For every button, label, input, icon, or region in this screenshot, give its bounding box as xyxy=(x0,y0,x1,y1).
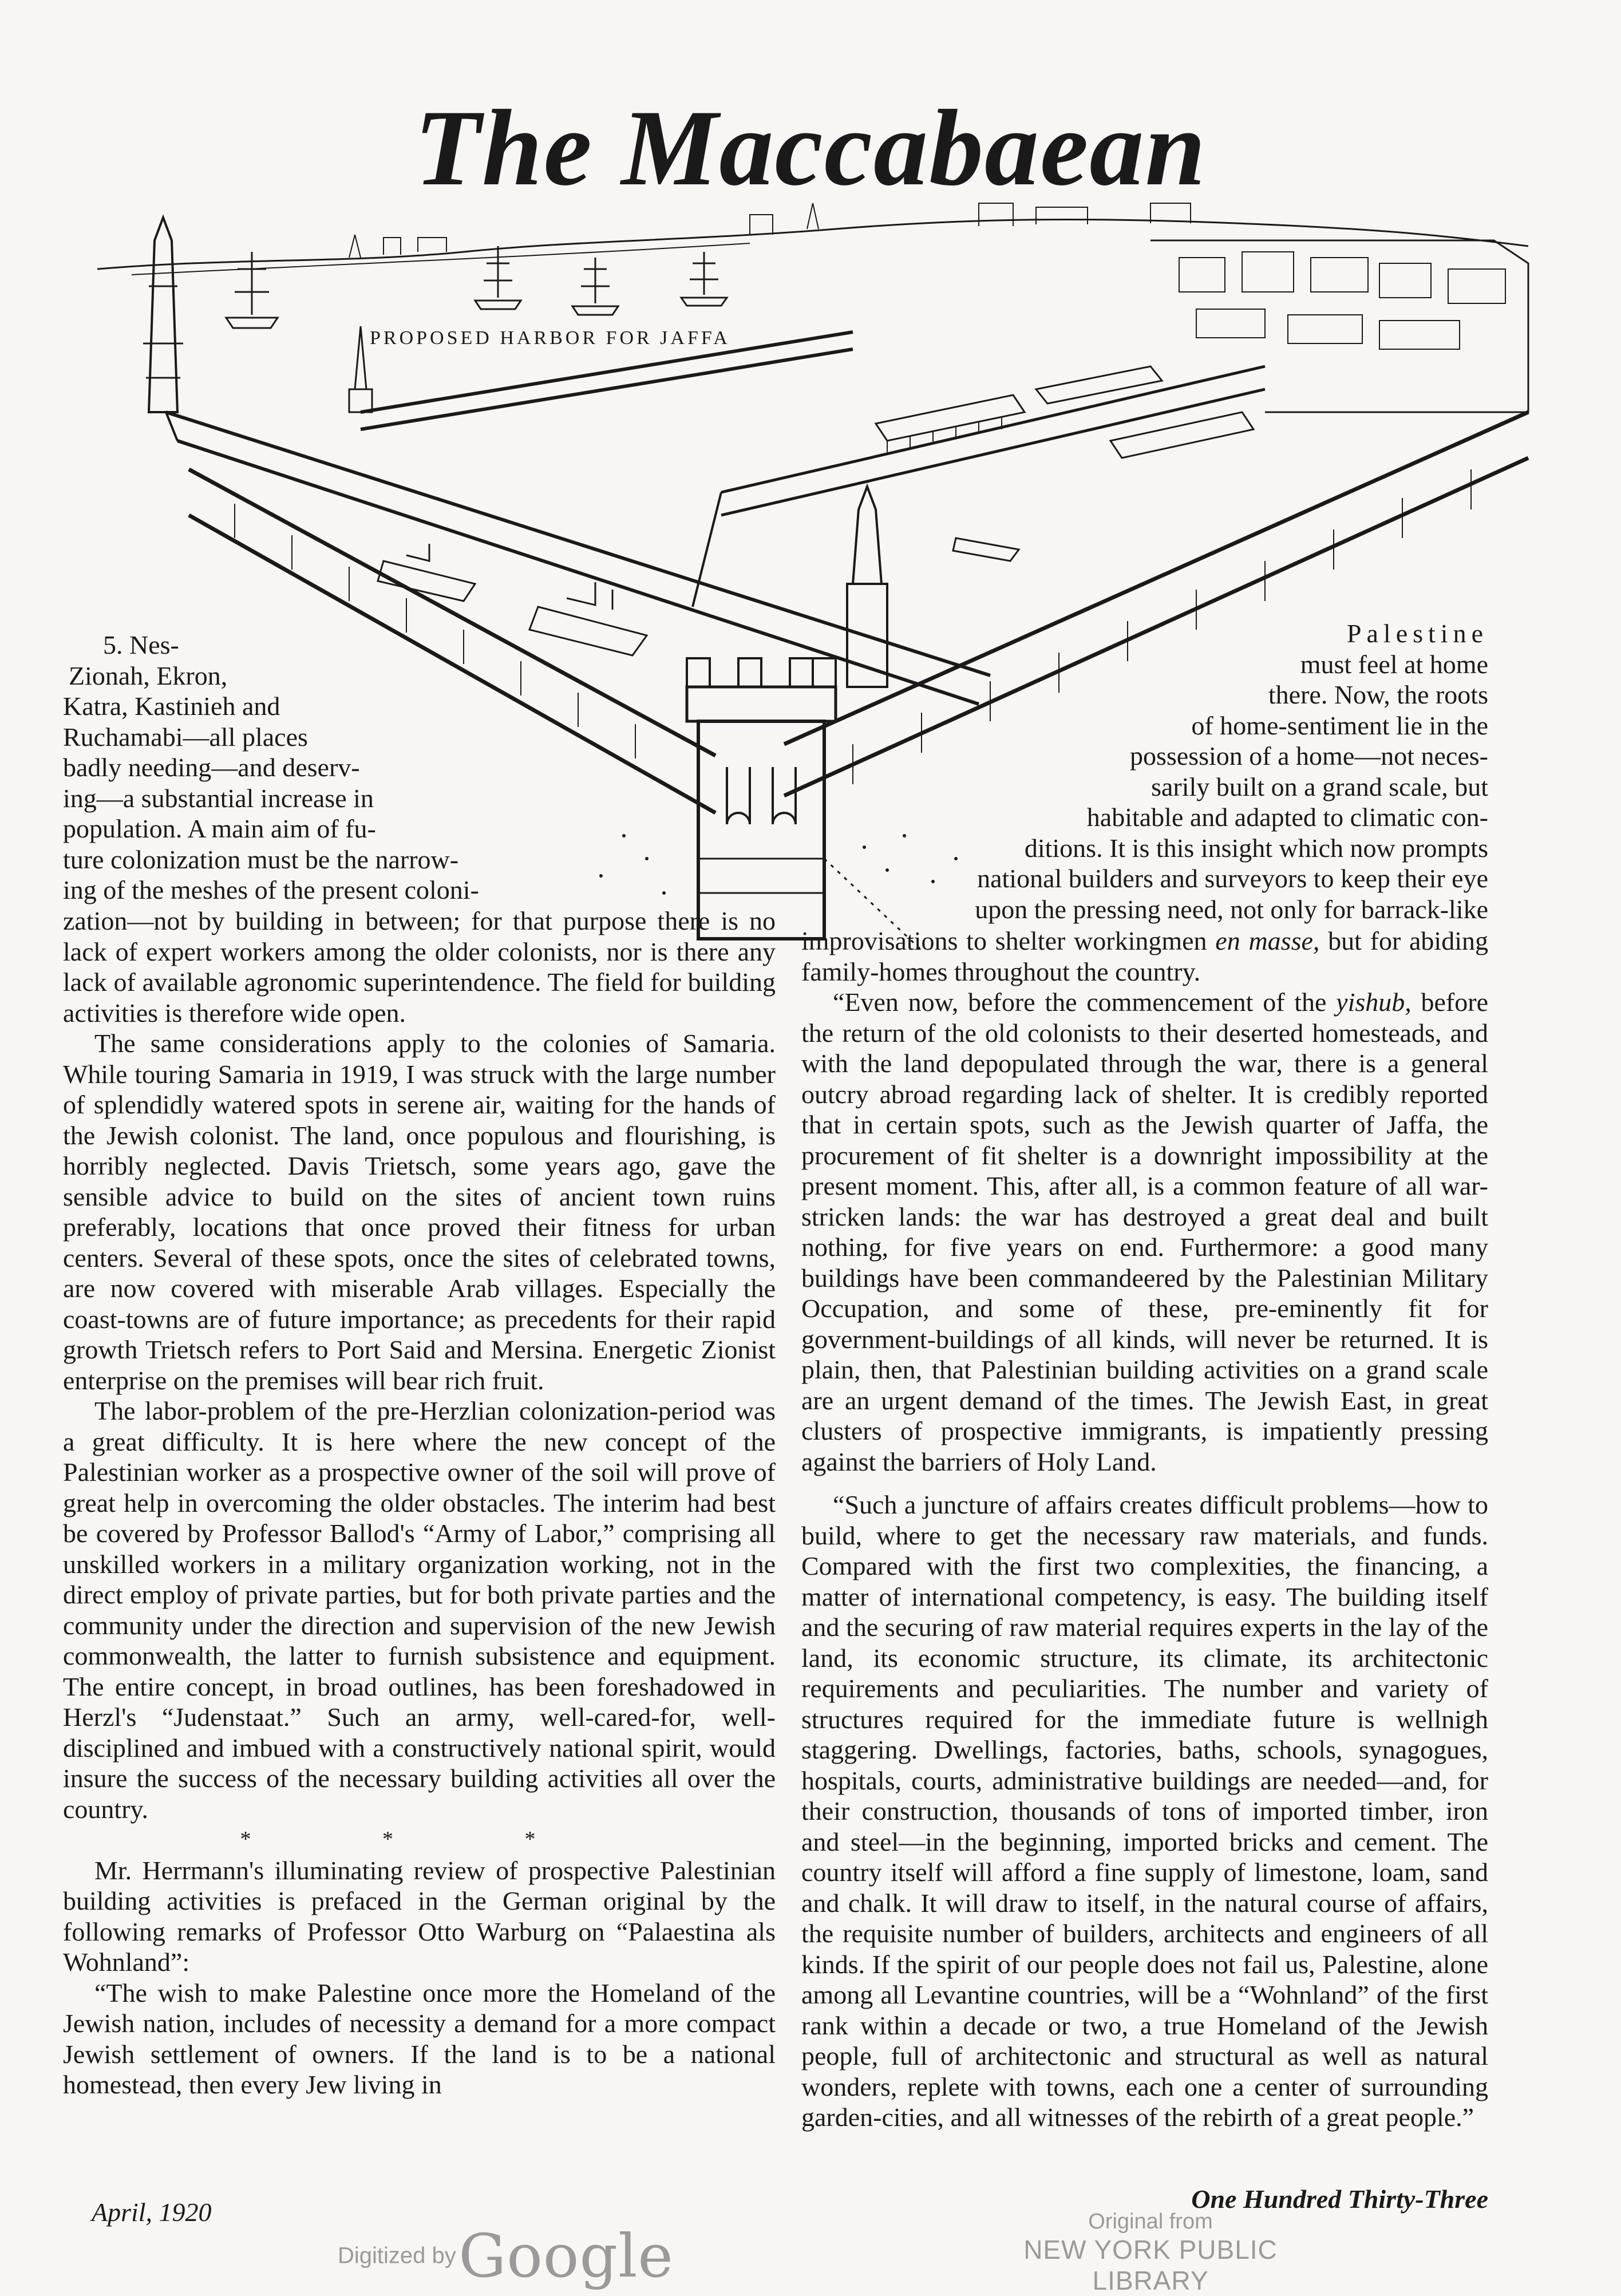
left-column xyxy=(63,906,776,2100)
original-from-label: Original from xyxy=(1088,2210,1213,2234)
paragraph xyxy=(801,926,1488,987)
right-wrap-text xyxy=(975,618,1488,924)
text-run: “Even now, before the commencement of the xyxy=(833,987,1327,1017)
text-run: but for abiding family-homes throughout the country. xyxy=(801,926,1488,986)
digitized-by-label: Digitized by xyxy=(338,2243,456,2269)
library-credit xyxy=(979,2210,1322,2296)
wrap-line: ing—a substantial increase in xyxy=(63,783,374,813)
masthead-title: The Maccabaean xyxy=(414,88,1207,208)
wrap-line: Palestine xyxy=(1346,619,1488,648)
text-run: improvisations to shelter workingmen xyxy=(801,926,1207,955)
wrap-line: badly needing—and deserv- xyxy=(63,753,360,782)
emphasis: yishub, xyxy=(1336,987,1412,1017)
wrap-line: Zionah, Ekron, xyxy=(69,661,228,690)
page-number: One Hundred Thirty-Three xyxy=(1191,2184,1488,2214)
library-name: NEW YORK PUBLIC LIBRARY xyxy=(1023,2235,1278,2295)
wrap-line: Katra, Kastinieh and xyxy=(63,691,280,721)
emphasis: en masse, xyxy=(1215,926,1320,955)
wrap-line: habitable and adapted to climatic con- xyxy=(1086,803,1488,832)
wrap-line: sarily built on a grand scale, but xyxy=(1151,772,1488,801)
illustration-caption: PROPOSED HARBOR FOR JAFFA xyxy=(366,327,734,349)
right-column xyxy=(801,926,1488,2133)
wrap-line: ditions. It is this insight which now prompts xyxy=(1024,833,1488,863)
paragraph: The same considerations apply to the colonies of Samaria. While touring Samaria in 1919, I was struck with the large number of splendidly watered spots in serene air, waiting for the hands of the Jewish colonist. The land, once populous and flourishing, is horribly neglected. Davis Trietsch, some years ago, gave the sensible advice to build on the sites of ancient town ruins preferably, locations that once proved their fitness for urban centers. Several of these spots, once the sites of celebrated towns, are now covered with miserable Arab villages. Especially the coast-towns are of future importance; as precedents for their rapid growth Trietsch refers to Port Said and Mersina. Energetic Zionist enterprise on the premises will bear rich fruit. xyxy=(63,1029,776,1395)
wrap-line: Ruchamabi—all places xyxy=(63,722,308,752)
wrap-line: ing of the meshes of the present coloni- xyxy=(63,875,479,904)
wrap-line: upon the pressing need, not only for barrack-like xyxy=(975,894,1488,924)
wrap-line: of home-sentiment lie in the xyxy=(1191,710,1488,740)
paragraph: The labor-problem of the pre-Herzlian colonization-period was a great difficulty. It is here where the new concept of the Palestinian worker as a prospective owner of the soil will prove of great help in overcoming the older obstacles. The interim had best be covered by Professor Ballod's “Army of Labor,” comprising all unskilled workers in a military organization working, not in the direct employ of private parties, but for both private parties and the community under the direction and supervision of the new Jewish commonwealth, the latter to furnish subsistence and equipment. The entire concept, in broad outlines, has been foreshadowed in Herzl's “Judenstaat.” Such an army, well-cared-for, well-disciplined and imbued with a constructively national spirit, would insure the success of the necessary building activities all over the country. xyxy=(63,1396,776,1824)
wrap-line: possession of a home—not neces- xyxy=(1130,741,1488,770)
wrap-line: ture colonization must be the narrow- xyxy=(63,844,459,874)
paragraph: Mr. Herrmann's illuminating review of prospective Palestinian building activities is prefaced in the German original by the following remarks of Professor Otto Warburg on “Palaestina als Wohnland”: xyxy=(63,1855,776,1977)
wrap-line: population. A main aim of fu- xyxy=(63,814,376,843)
paragraph: zation—not by building in between; for that purpose there is no lack of expert workers among the older colonists, nor is there any lack of available agronomic superintendence. The field for building activities is therefore wide open. xyxy=(63,906,776,1028)
wrap-line: 5. Nes- xyxy=(103,630,179,659)
paragraph xyxy=(801,987,1488,1477)
section-separator: * * * xyxy=(240,1827,599,1851)
google-logo: Google xyxy=(458,2221,674,2291)
text-run: before the return of the old colonists to their deserted homesteads, and with the land depopulated through the war, there is a general outcry abroad regarding lack of shelter. It is credibly reported that in certain spots, such as the Jewish quarter of Jaffa, the procurement of fit shelter is a downright impossibility at the present moment. This, after all, is a common feature of all war-stricken lands: the war has destroyed a great deal and built nothing, for five years on end. Furthermore: a good many buildings have been commandeered by the Palestinian Military Occupation, and some of these, pre-eminently fit for government-buildings of all kinds, will never be returned. It is plain, then, that Palestinian building activities on a grand scale are an urgent demand of the times. The Jewish East, in great clusters of prospective immigrants, is impatiently pressing against the barriers of Holy Land. xyxy=(801,987,1488,1476)
digitized-by-google xyxy=(338,2221,674,2291)
wrap-line: there. Now, the roots xyxy=(1268,680,1488,709)
issue-date: April, 1920 xyxy=(92,2198,212,2227)
wrap-line: must feel at home xyxy=(1300,649,1488,679)
paragraph: “Such a juncture of affairs creates difficult problems—how to build, where to get the necessary raw materials, and funds. Compared with the first two complexities, the financing, a matter of international competency, is easy. The building itself and the securing of raw material requires experts in the lay of the land, its economic structure, its climate, its architectonic requirements and peculiarities. The number and variety of structures required for the immediate future is wellnigh staggering. Dwellings, factories, baths, schools, synagogues, hospitals, courts, administrative buildings are needed—and, for their construction, thousands of tons of imported timber, iron and steel—in the beginning, imported bricks and cement. The country itself will afford a fine supply of limestone, loam, sand and chalk. It will draw to itself, in the natural course of affairs, the requisite number of builders, architects and engineers of all kinds. If the spirit of our people does not fail us, Palestine, alone among all Levantine countries, will be a “Wohnland” of the first rank within a decade or two, a true Homeland of the Jewish people, full of architectonic and structural as well as natural wonders, replete with towns, each one a center of surrounding garden-cities, and all witnesses of the rebirth of a great people.” xyxy=(801,1490,1488,2132)
left-wrap-text xyxy=(63,630,479,906)
paragraph: “The wish to make Palestine once more the Homeland of the Jewish nation, includes of necessity a demand for a more compact Jewish settlement of owners. If the land is to be a national homestead, then every Jew living in xyxy=(63,1978,776,2099)
wrap-line: national builders and surveyors to keep their eye xyxy=(977,864,1488,893)
